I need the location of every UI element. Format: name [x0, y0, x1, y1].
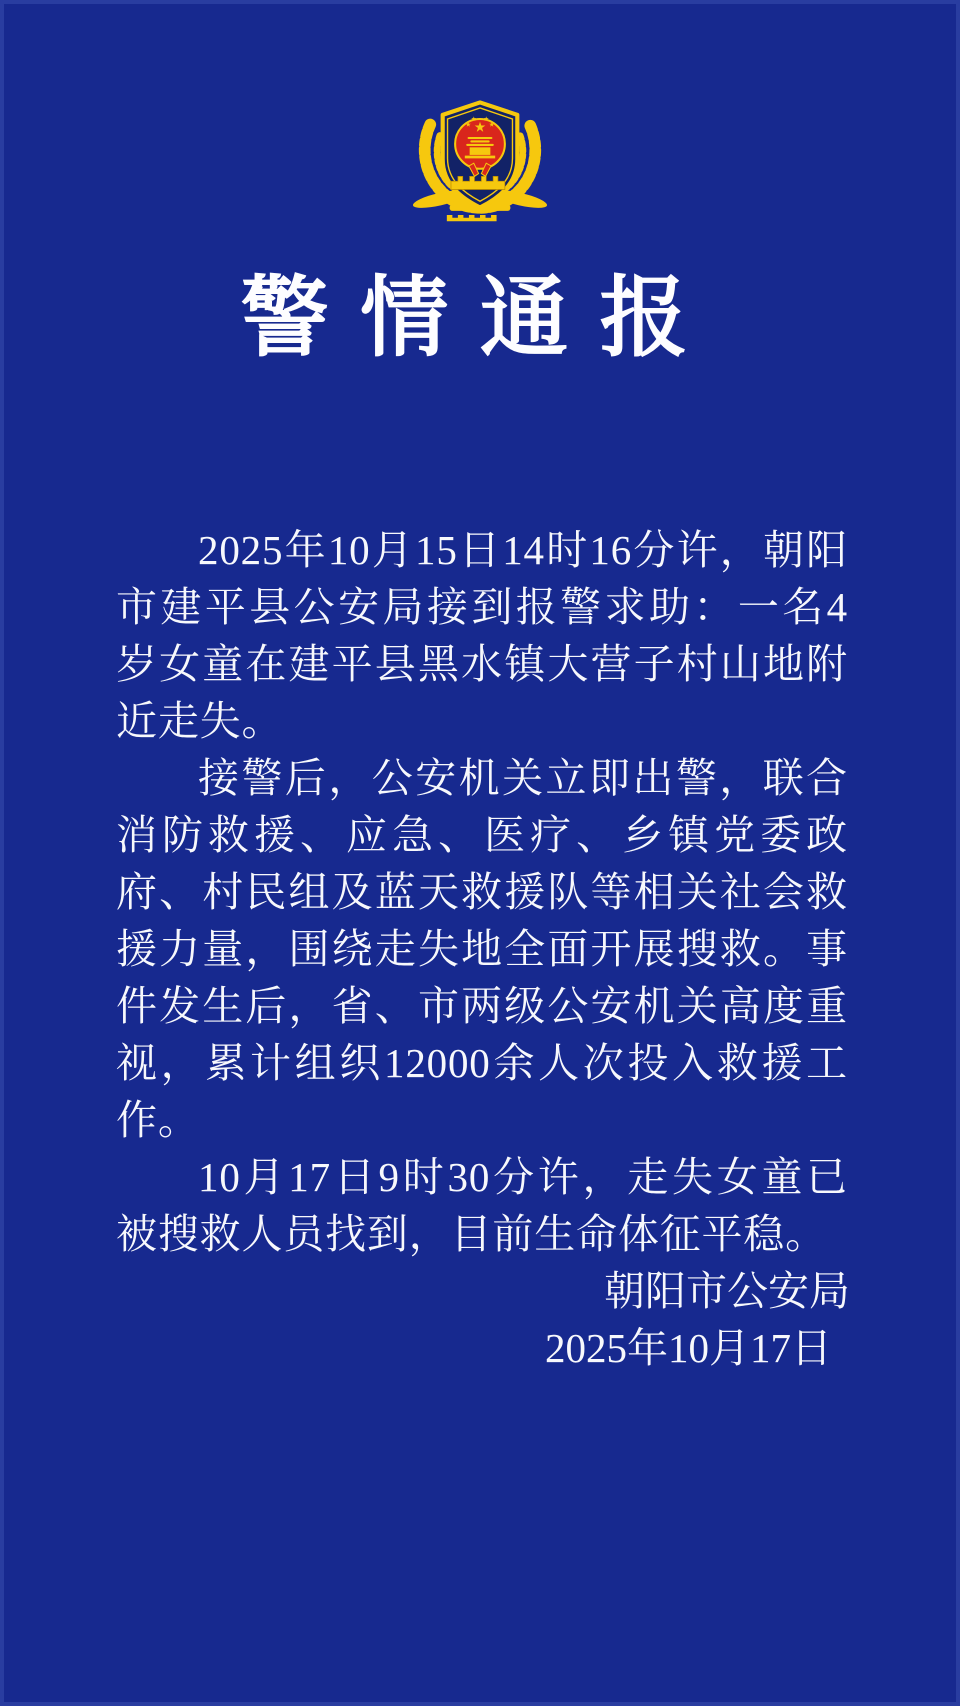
signature-date: 2025年10月17日: [545, 1325, 832, 1371]
signature-issuer: 朝阳市公安局: [604, 1268, 850, 1314]
notice-paragraph-1: 2025年10月15日14时16分许，朝阳市建平县公安局接到报警求助：一名4岁女童在建平县黑水镇大营子村山地附近走失。: [116, 527, 848, 744]
signature-block: [0, 1263, 960, 1377]
police-badge-icon: [0, 0, 960, 230]
notice-title: 警情通报: [240, 271, 720, 368]
notice-paragraph-3: 10月17日9时30分许，走失女童已被搜救人员找到，目前生命体征平稳。: [116, 1154, 848, 1257]
notice-paragraph-2: 接警后，公安机关立即出警，联合消防救援、应急、医疗、乡镇党委政府、村民组及蓝天救援队等相关社会救援力量，围绕走失地全面开展搜救。事件发生后，省、市两级公安机关高度重视，累计组织12000余人次投入救援工作。: [116, 755, 848, 1143]
notice-body: [0, 522, 960, 1263]
